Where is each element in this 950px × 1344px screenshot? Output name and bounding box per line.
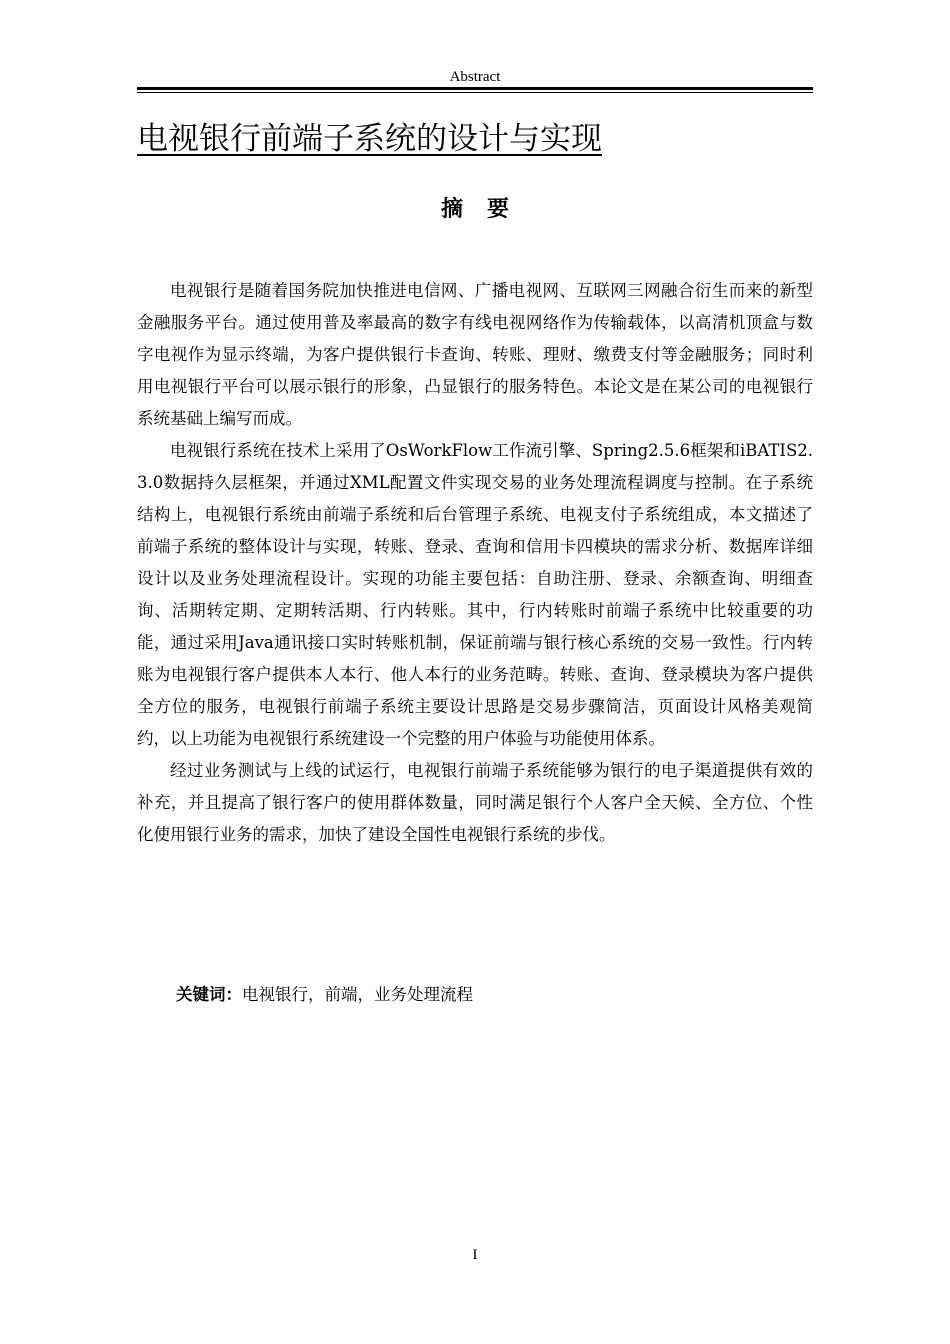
header-rule-thin [137,92,813,93]
page-number: I [472,1247,478,1263]
abstract-heading: 摘要 [440,197,533,222]
abstract-paragraph-3: 经过业务测试与上线的试运行，电视银行前端子系统能够为银行的电子渠道提供有效的补充，并且提高了银行客户的使用群体数量，同时满足银行个人客户全天候、全方位、个性化使用银行业务的需求，加快了建设全国性电视银行系统的步伐。 [137,761,813,844]
thesis-title [137,118,813,160]
running-header: Abstract [449,69,501,85]
header-rule-thick [137,87,813,90]
keywords-label: 关键词： [176,985,242,1004]
thesis-title-text: 电视银行前端子系统的设计与实现 [137,121,602,157]
abstract-paragraph-1: 电视银行是随着国务院加快推进电信网、广播电视网、互联网三网融合衍生而来的新型金融服务平台。通过使用普及率最高的数字有线电视网络作为传输载体，以高清机顶盒与数字电视作为显示终端，为客户提供银行卡查询、转账、理财、缴费支付等金融服务；同时利用电视银行平台可以展示银行的形象，凸显银行的服务特色。本论文是在某公司的电视银行系统基础上编写而成。 [137,281,813,428]
keywords-value: 电视银行，前端，业务处理流程 [242,985,473,1004]
abstract-body [137,275,813,851]
abstract-paragraph-2: 电视银行系统在技术上采用了OsWorkFlow工作流引擎、Spring2.5.6框架和iBATIS2.3.0数据持久层框架，并通过XML配置文件实现交易的业务处理流程调度与控制。在子系统结构上，电视银行系统由前端子系统和后台管理子系统、电视支付子系统组成，本文描述了前端子系统的整体设计与实现，转账、登录、查询和信用卡四模块的需求分析、数据库详细设计以及业务处理流程设计。实现的功能主要包括：自助注册、登录、余额查询、明细查询、活期转定期、定期转活期、行内转账。其中，行内转账时前端子系统中比较重要的功能，通过采用Java通讯接口实时转账机制，保证前端与银行核心系统的交易一致性。行内转账为电视银行客户提供本人本行、他人本行的业务范畴。转账、查询、登录模块为客户提供全方位的服务，电视银行前端子系统主要设计思路是交易步骤简洁，页面设计风格美观简约，以上功能为电视银行系统建设一个完整的用户体验与功能使用体系。 [137,441,813,748]
keywords-line [176,980,813,1010]
